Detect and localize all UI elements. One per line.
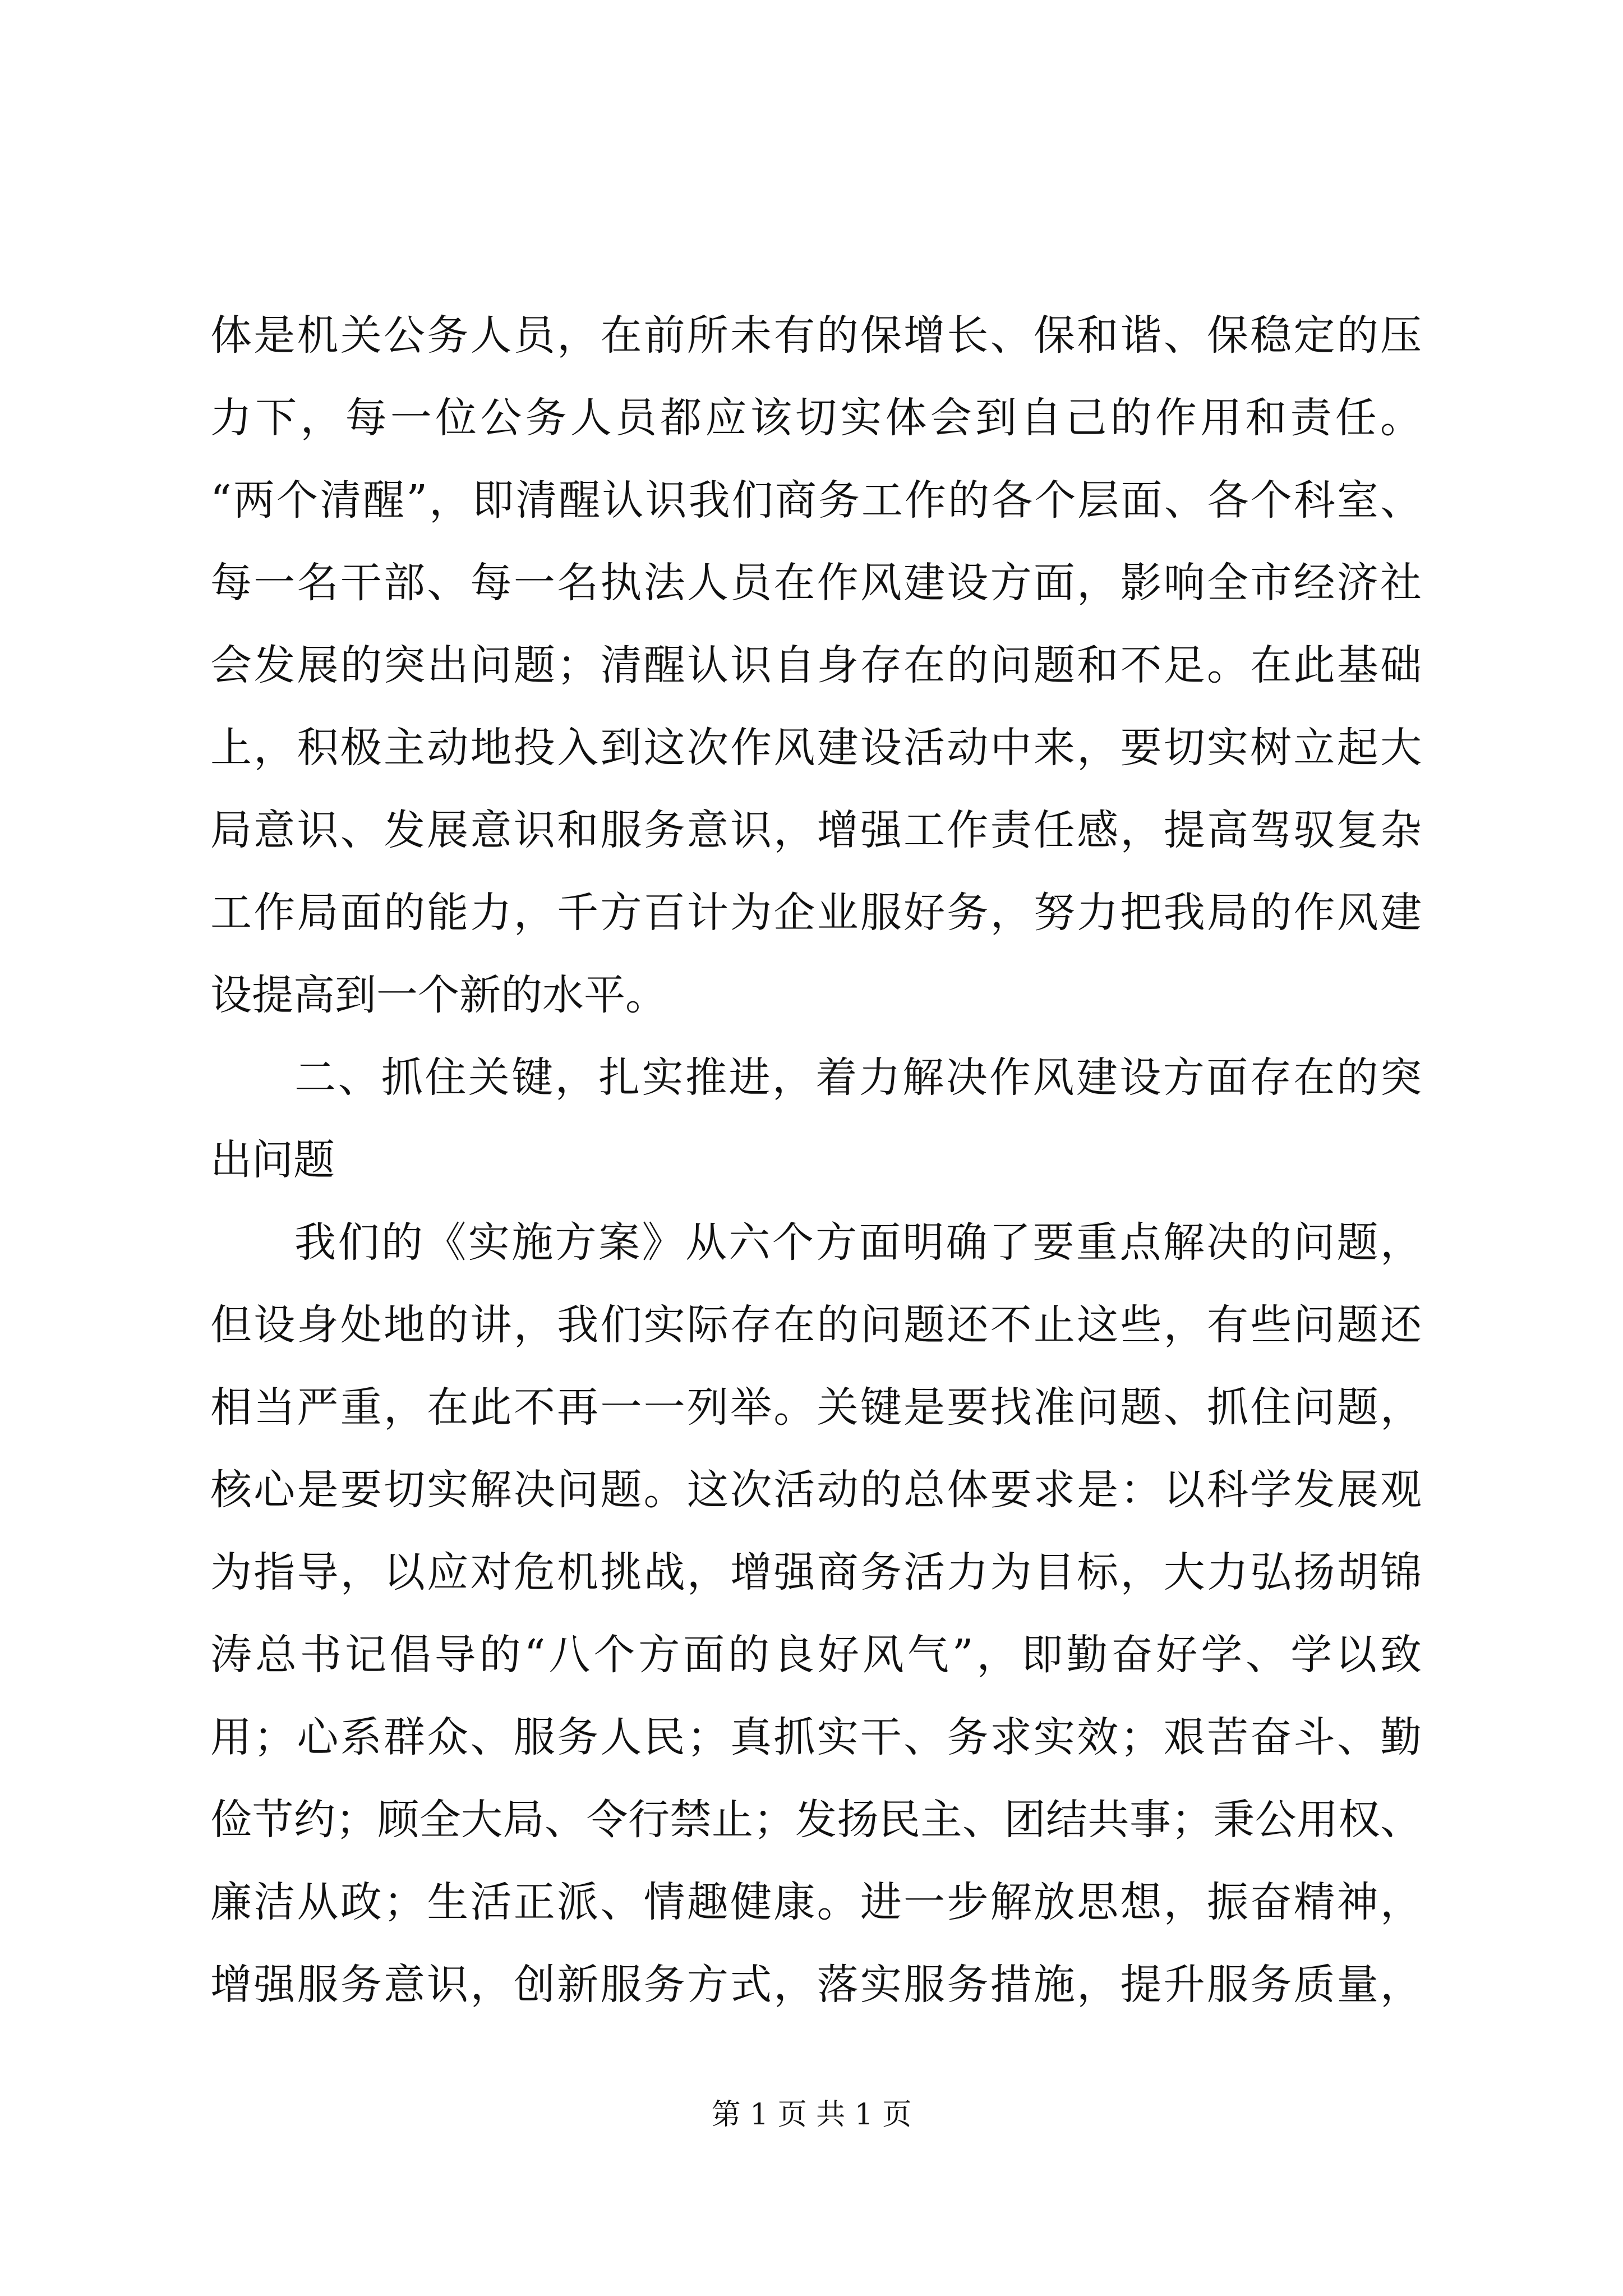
text-line: 力下，每一位公务人员都应该切实体会到自己的作用和责任。: [210, 394, 1422, 442]
document-body: [210, 295, 1422, 2026]
text-line: 增强服务意识，创新服务方式，落实服务措施，提升服务质量，: [210, 1961, 1422, 2009]
text-line: 设提高到一个新的水平。: [210, 971, 667, 1019]
text-line: 但设身处地的讲，我们实际存在的问题还不止这些，有些问题还: [210, 1301, 1422, 1349]
text-line: 工作局面的能力，千方百计为企业服好务，努力把我局的作风建: [210, 889, 1422, 937]
text-line: 相当严重，在此不再一一列举。关键是要找准问题、抓住问题，: [210, 1383, 1422, 1432]
text-line: 会发展的突出问题；清醒认识自身存在的问题和不足。在此基础: [210, 641, 1422, 689]
text-line: 涛总书记倡导的“八个方面的良好风气”，即勤奋好学、学以致: [210, 1631, 1422, 1679]
section-heading-line: 二、抓住关键，扎实推进，着力解决作风建设方面存在的突: [294, 1053, 1422, 1102]
text-line: 廉洁从政；生活正派、情趣健康。进一步解放思想，振奋精神，: [210, 1878, 1422, 1926]
text-line: 俭节约；顾全大局、令行禁止；发扬民主、团结共事；秉公用权、: [210, 1796, 1422, 1844]
text-line: 每一名干部、每一名执法人员在作风建设方面，影响全市经济社: [210, 559, 1422, 607]
section-heading-line: 出问题: [210, 1136, 335, 1184]
text-line: 用；心系群众、服务人民；真抓实干、务求实效；艰苦奋斗、勤: [210, 1713, 1422, 1761]
text-line: 上，积极主动地投入到这次作风建设活动中来，要切实树立起大: [210, 724, 1422, 772]
text-line: 为指导，以应对危机挑战，增强商务活力为目标，大力弘扬胡锦: [210, 1548, 1422, 1596]
text-line: 体是机关公务人员，在前所未有的保增长、保和谐、保稳定的压: [210, 311, 1422, 360]
page-footer: 第 1 页 共 1 页: [711, 2098, 912, 2132]
text-line: “两个清醒”，即清醒认识我们商务工作的各个层面、各个科室、: [210, 476, 1422, 524]
text-line: 核心是要切实解决问题。这次活动的总体要求是：以科学发展观: [210, 1466, 1422, 1514]
text-line: 局意识、发展意识和服务意识，增强工作责任感，提高驾驭复杂: [210, 806, 1422, 854]
text-line: 我们的《实施方案》从六个方面明确了要重点解决的问题，: [294, 1218, 1422, 1267]
